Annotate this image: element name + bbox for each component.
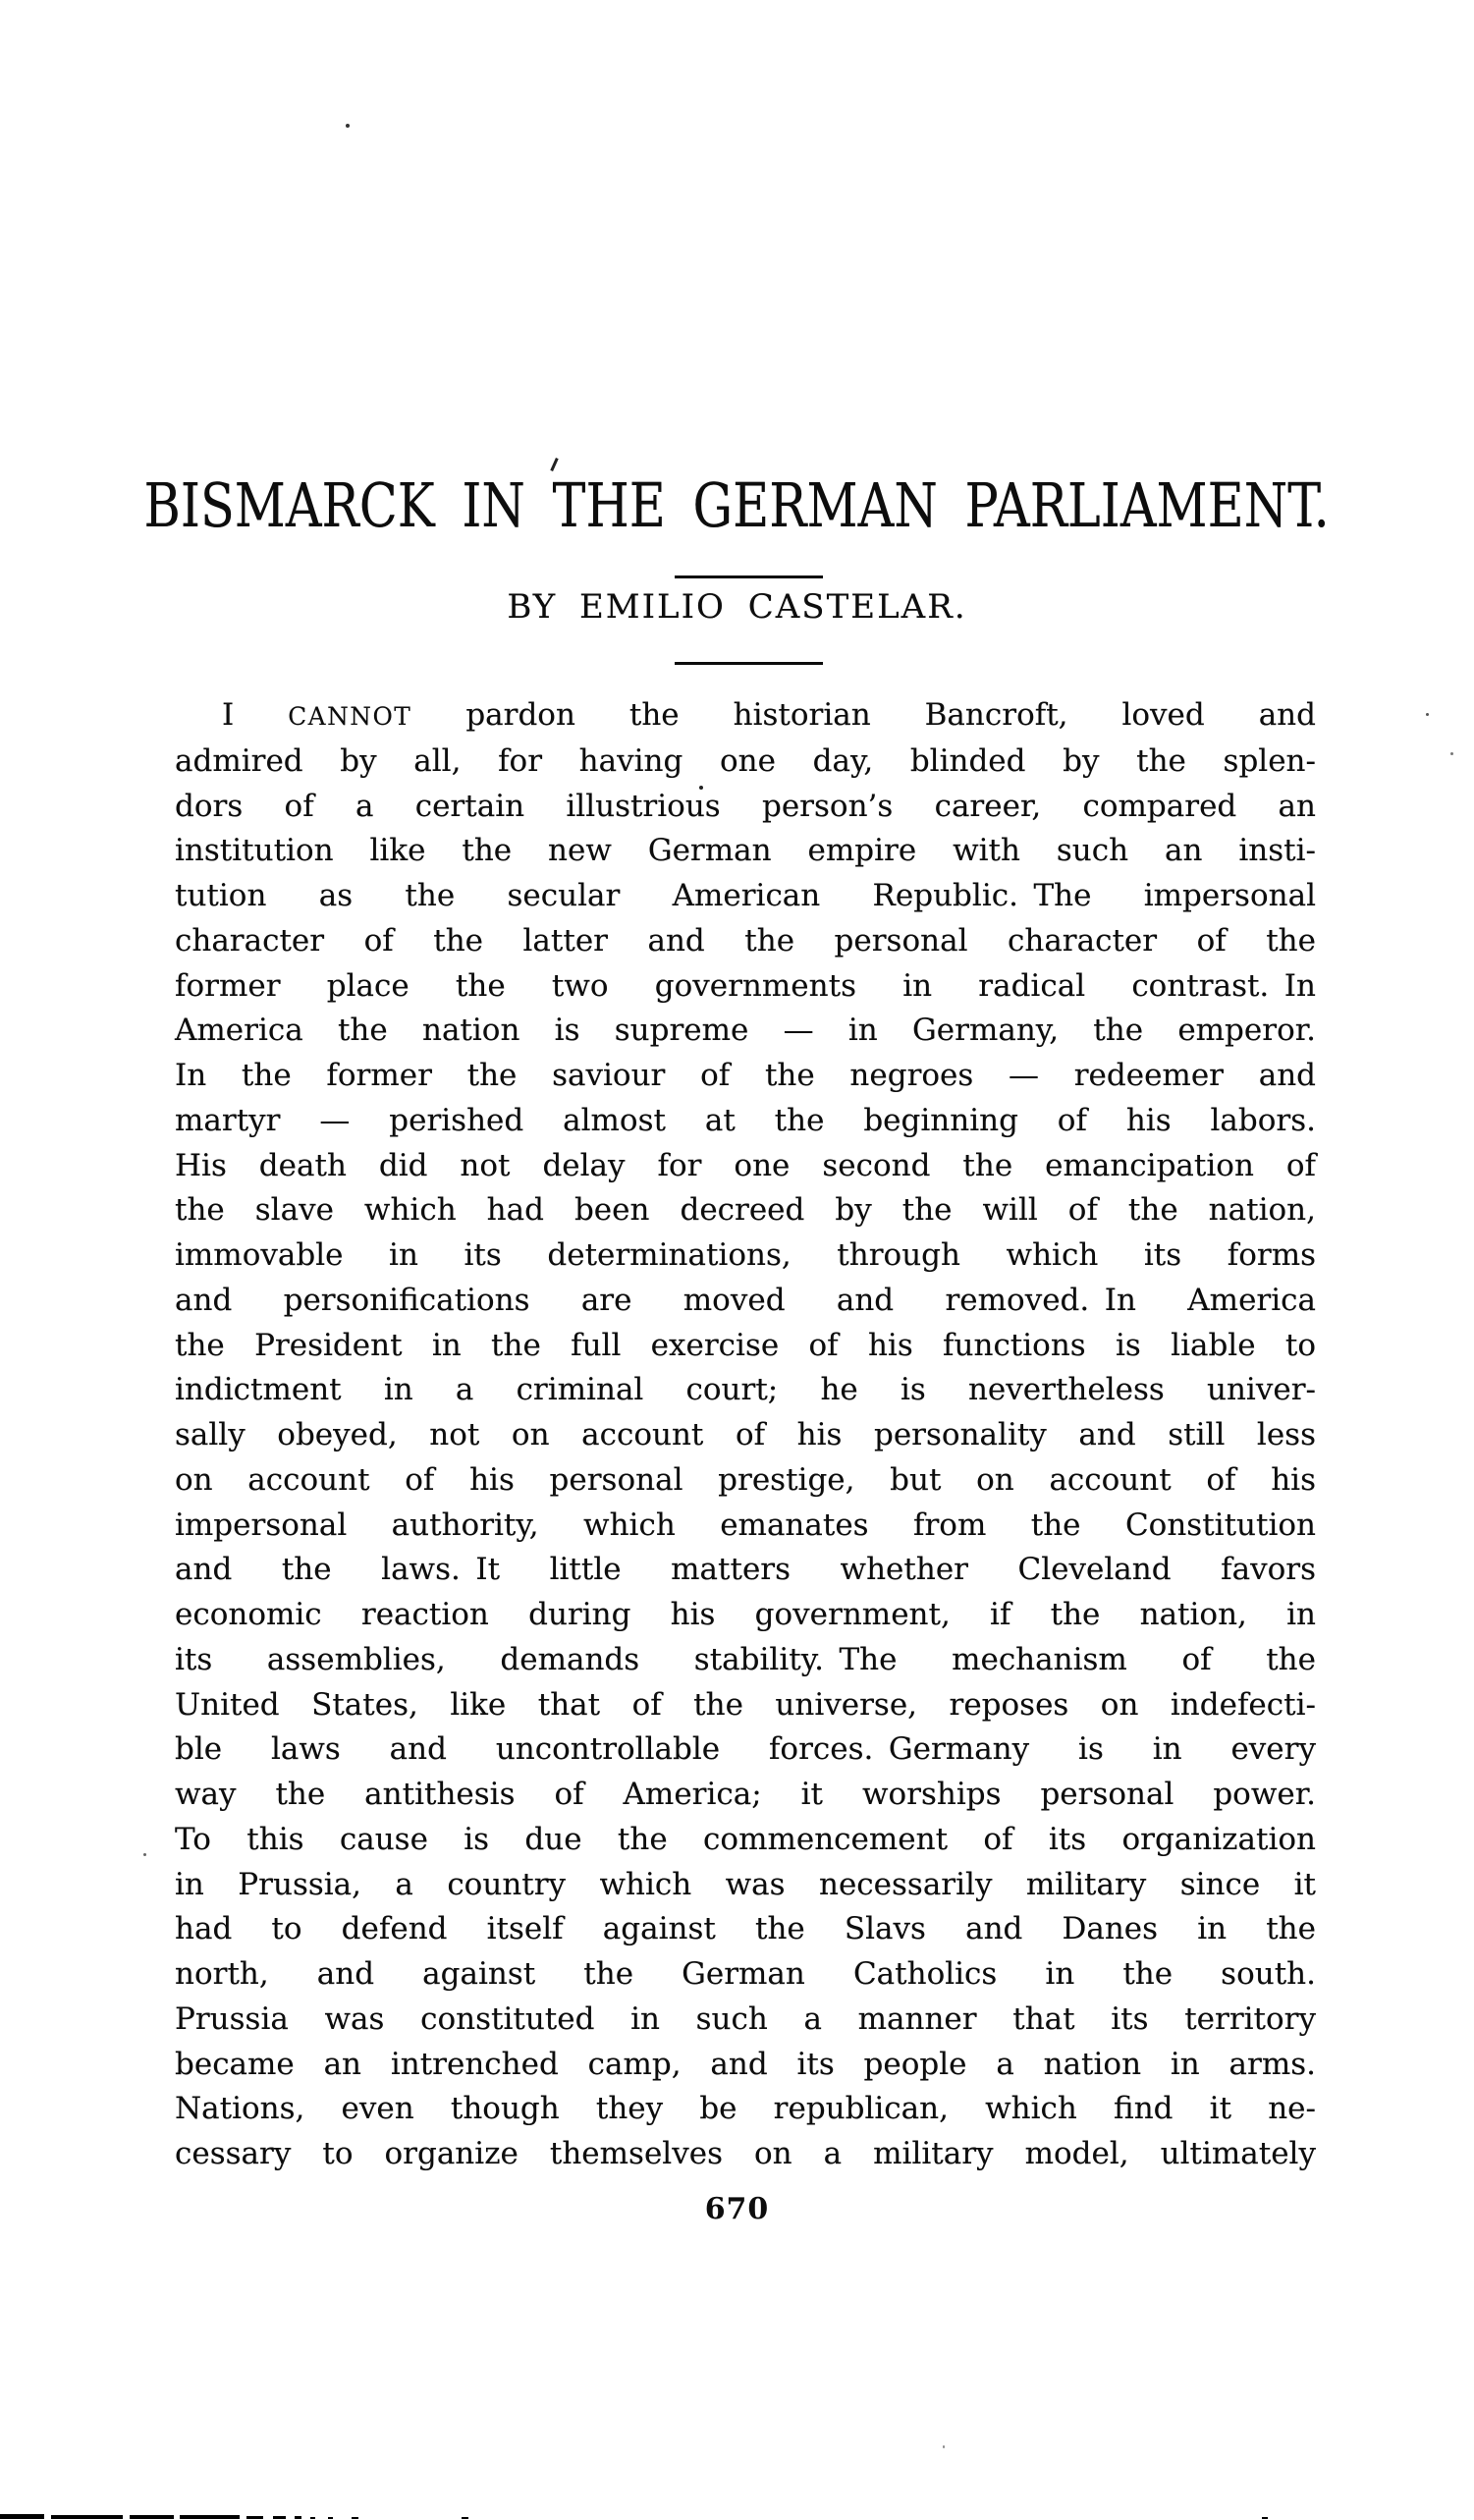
- scan-speck: [1450, 752, 1453, 755]
- body-text-line: institution like the new German empire with such an insti-: [175, 833, 1316, 869]
- divider-rule-bottom: [675, 662, 823, 665]
- body-text-line: cessary to organize themselves on a military model, ultimately: [175, 2136, 1316, 2171]
- author-byline: BY EMILIO CASTELAR.: [507, 587, 967, 627]
- page-number: 670: [704, 2192, 770, 2226]
- body-text-line: its assemblies, demands stability. The mechanism of the: [175, 1641, 1316, 1677]
- body-text-line: Prussia was constituted in such a manner that its territory: [175, 2000, 1316, 2037]
- article-title-text: BISMARCK IN THE GERMAN PARLIAMENT.: [143, 469, 1331, 541]
- body-text-line: former place the two governments in radical contrast. In: [175, 967, 1316, 1004]
- body-text-line: economic reaction during his government, if the nation, in: [175, 1597, 1316, 1632]
- body-text-line: martyr — perished almost at the beginning of his labors.: [175, 1102, 1316, 1138]
- body-text-line: sally obeyed, not on account of his personality and still less: [175, 1417, 1316, 1452]
- body-text-line: tution as the secular American Republic. The impersonal: [175, 878, 1316, 913]
- body-text-line: [175, 693, 1316, 740]
- body-text-line: America the nation is supreme — in Germany, the emperor.: [175, 1013, 1316, 1049]
- body-text-line: the President in the full exercise of his functions is liable to: [175, 1327, 1316, 1363]
- body-text-line: United States, like that of the universe, reposes on indefecti-: [175, 1686, 1316, 1723]
- body-text-line: became an intrenched camp, and its people a nation in arms.: [175, 2046, 1316, 2082]
- body-text-line: character of the latter and the personal character of the: [175, 922, 1316, 959]
- body-text-line: way the antithesis of America; it worships personal power.: [175, 1777, 1316, 1812]
- body-text-line: indictment in a criminal court; he is nevertheless univer-: [175, 1372, 1316, 1408]
- body-text-line: In the former the saviour of the negroes — redeemer and: [175, 1058, 1316, 1093]
- body-text-line: impersonal authority, which emanates from the Constitution: [175, 1507, 1316, 1543]
- body-text-line: and the laws. It little matters whether Cleveland favors: [175, 1552, 1316, 1588]
- body-text-line: and personifications are moved and removed. In America: [175, 1282, 1316, 1318]
- scan-speck: [1426, 713, 1429, 716]
- body-text-line: the slave which had been decreed by the will of the nation,: [175, 1192, 1316, 1229]
- body-text-line: north, and against the German Catholics in the south.: [175, 1956, 1316, 1992]
- scan-speck: [943, 2445, 945, 2448]
- body-text-line: immovable in its determinations, through which its forms: [175, 1237, 1316, 1273]
- scan-speck: [143, 1853, 146, 1856]
- body-text-line: Nations, even though they be republican, which find it ne-: [175, 2091, 1316, 2127]
- opening-lead: I: [222, 697, 289, 733]
- body-text-line: on account of his personal prestige, but on account of his: [175, 1461, 1316, 1498]
- body-text-line: admired by all, for having one day, blinded by the splen-: [175, 742, 1316, 779]
- body-text-line: To this cause is due the commencement of its organization: [175, 1821, 1316, 1857]
- divider-rule-top: [675, 575, 823, 578]
- body-text-line: had to defend itself against the Slavs and Danes in the: [175, 1911, 1316, 1947]
- article-body: [175, 693, 1316, 2177]
- opening-rest: pardon the historian Bancroft, loved and: [411, 697, 1316, 733]
- body-text-line: His death did not delay for one second the emancipation of: [175, 1147, 1316, 1183]
- body-text-line: in Prussia, a country which was necessarily military since it: [175, 1866, 1316, 1902]
- scan-speck: [346, 124, 350, 128]
- body-text-line: ble laws and uncontrollable forces. Germany is in every: [175, 1731, 1316, 1768]
- body-text-line: dors of a certain illustrious person’s career, compared an: [175, 788, 1316, 824]
- article-title: [0, 469, 1474, 542]
- opening-small-caps: CANNOT: [288, 702, 412, 731]
